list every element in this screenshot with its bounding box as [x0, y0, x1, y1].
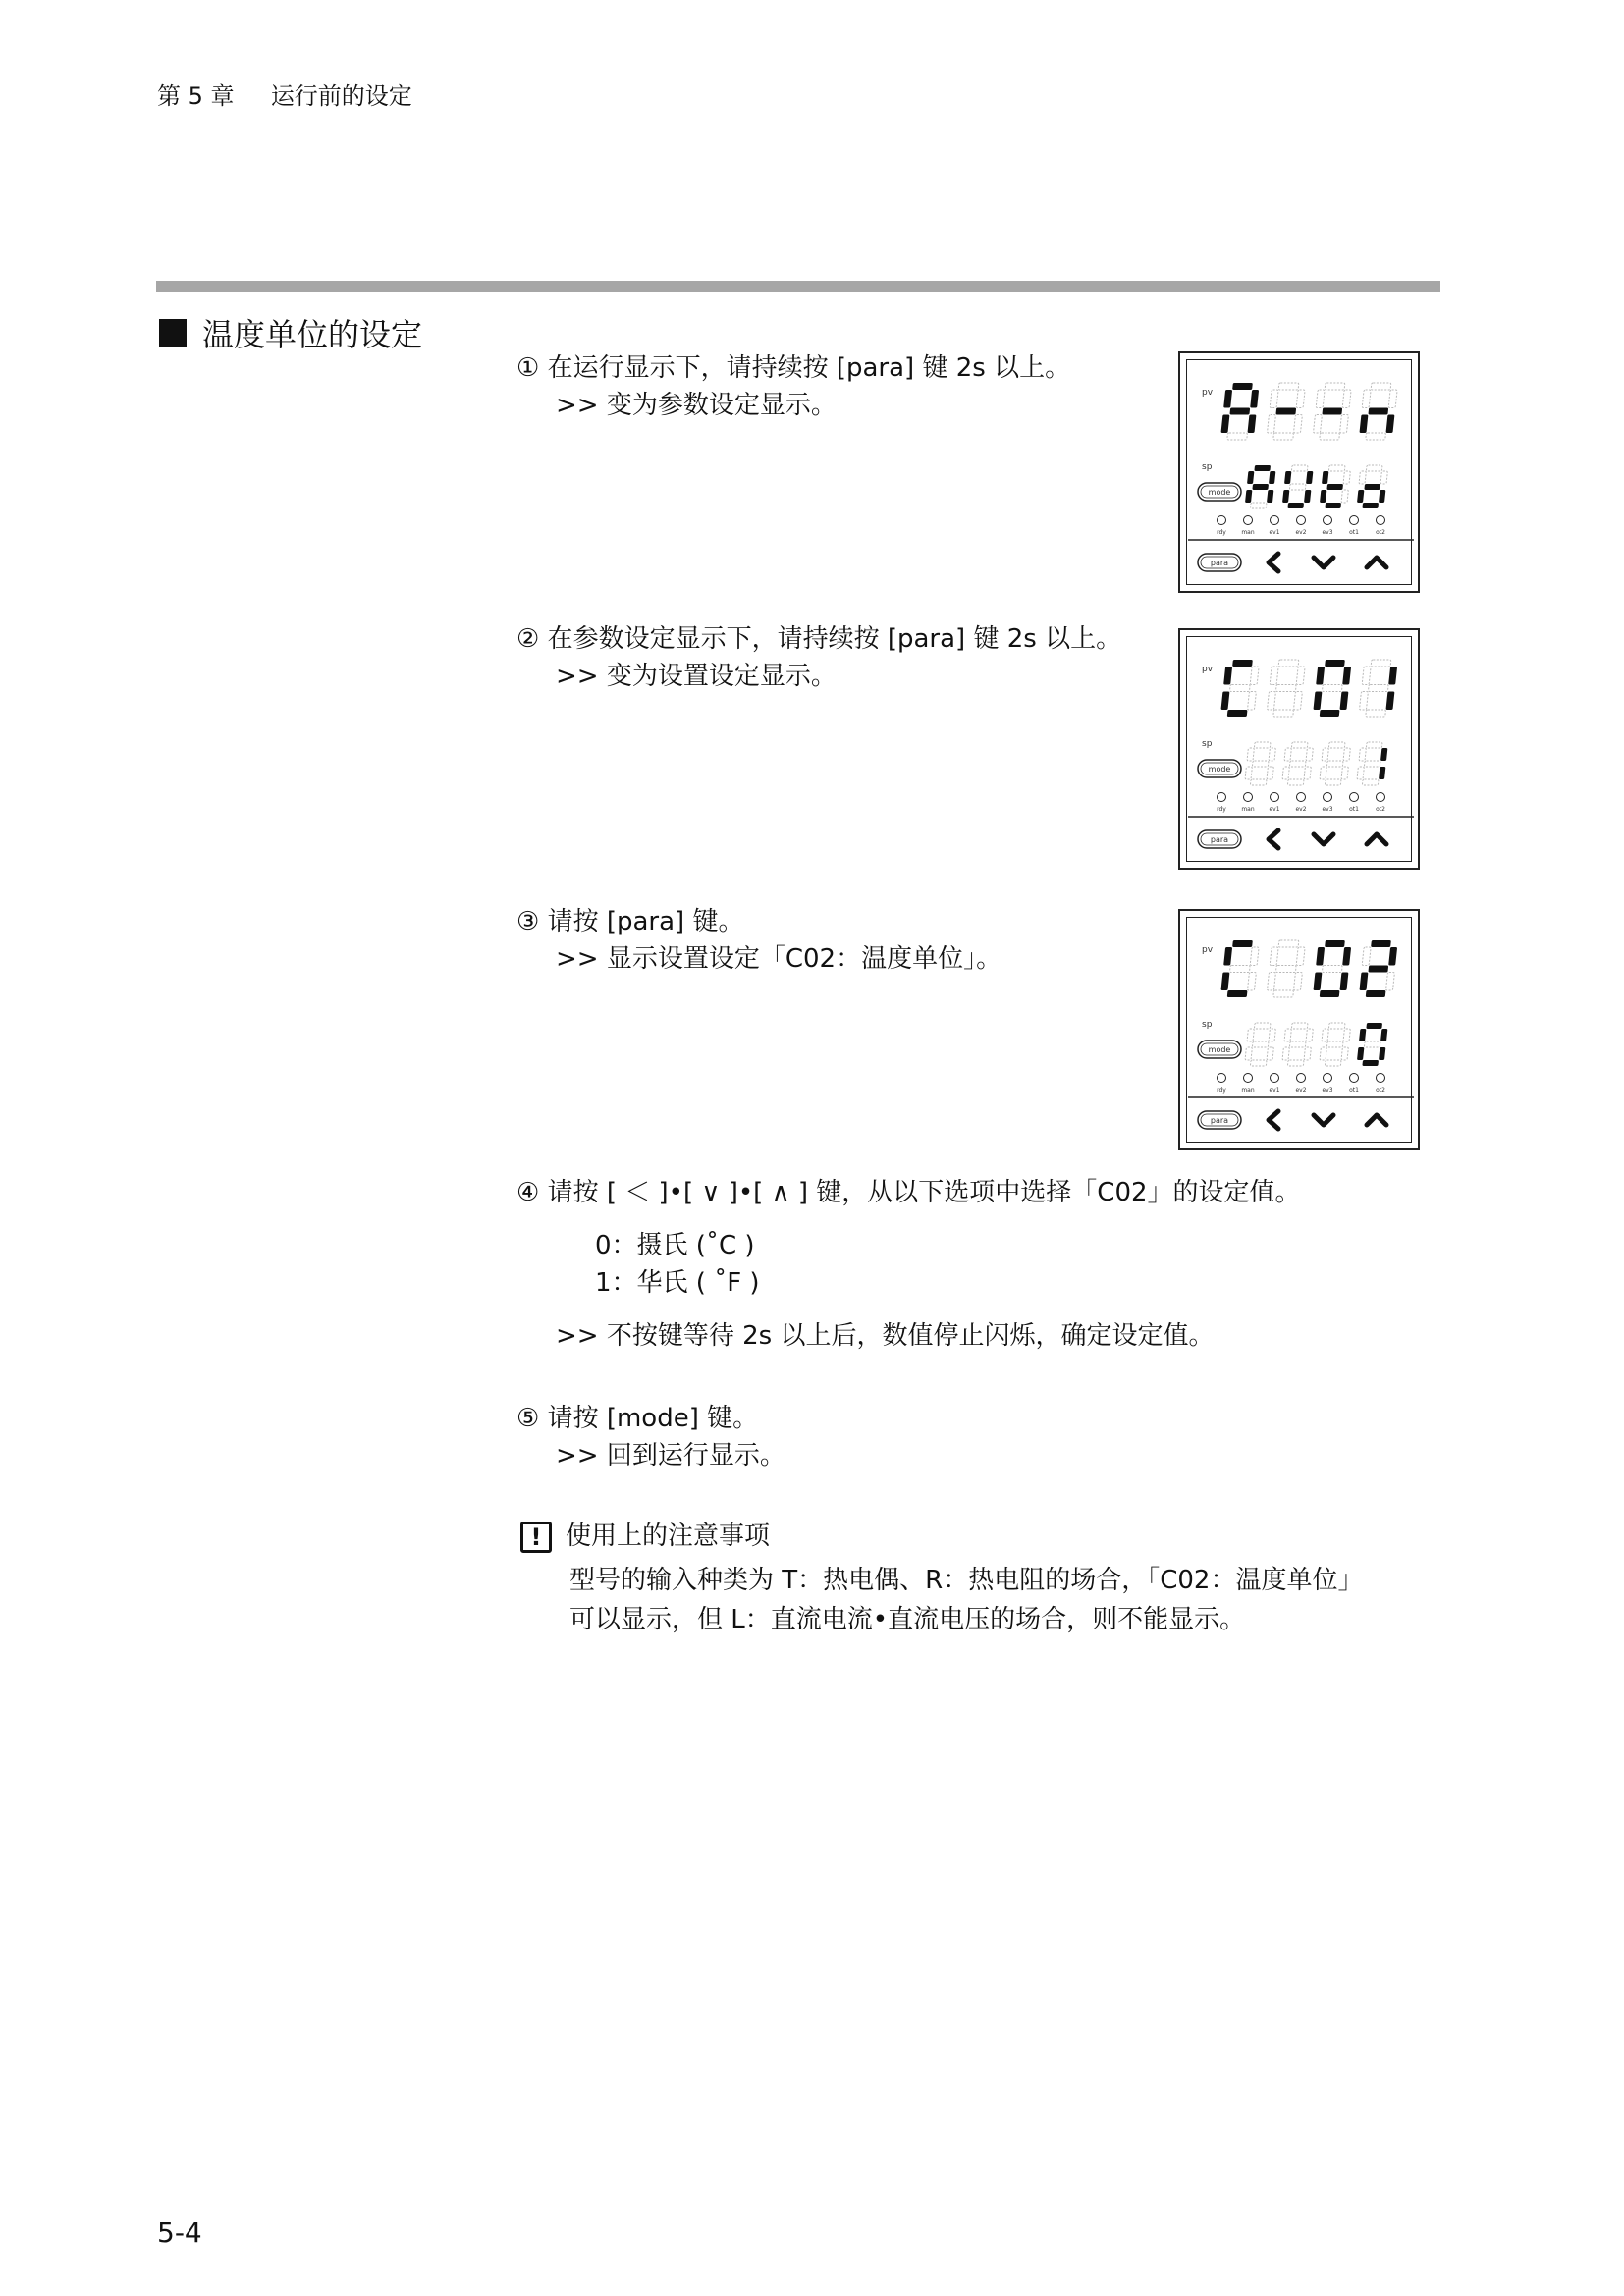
- usage-note: [520, 1518, 1363, 1639]
- up-arrow-key-icon[interactable]: [1367, 834, 1386, 844]
- seven-segment-digit: [1319, 1023, 1351, 1066]
- para-button-label: para: [1210, 1116, 1229, 1125]
- step-3-instruction: ③ 请按 [para] 键。: [516, 907, 744, 936]
- seven-segment-digit: [1359, 940, 1398, 997]
- indicator-led: [1377, 793, 1385, 802]
- indicator-led-label: ot1: [1349, 529, 1359, 536]
- sp-label: sp: [1202, 1020, 1213, 1030]
- up-arrow-key-icon[interactable]: [1367, 1115, 1386, 1125]
- down-arrow-key-icon[interactable]: [1314, 558, 1333, 567]
- controller-display: [1180, 630, 1422, 872]
- indicator-led: [1377, 516, 1385, 525]
- step-2: [516, 620, 1121, 695]
- option-celsius: 0：摄氏 (˚C ): [595, 1231, 755, 1260]
- pv-label: pv: [1202, 665, 1214, 674]
- page-number: 5-4: [157, 2216, 202, 2249]
- seven-segment-digit: [1281, 1023, 1314, 1066]
- section-divider: [156, 281, 1440, 292]
- step-5-result: >> 回到运行显示。: [556, 1441, 785, 1470]
- seven-segment-digit: [1313, 940, 1352, 997]
- indicator-led: [1218, 1074, 1226, 1083]
- down-arrow-key-icon[interactable]: [1314, 834, 1333, 844]
- indicator-led: [1271, 516, 1279, 525]
- step-4-instruction: ④ 请按 [ ＜ ]•[ ∨ ]•[ ∧ ] 键，从以下选项中选择「C02」的设定值。: [516, 1178, 1301, 1207]
- seven-segment-digit: [1281, 465, 1314, 508]
- seven-segment-digit: [1267, 940, 1306, 997]
- indicator-led-label: man: [1241, 806, 1255, 813]
- chapter-title: 运行前的设定: [270, 82, 412, 110]
- indicator-led-label: ev1: [1269, 529, 1280, 536]
- indicator-led-label: rdy: [1217, 806, 1226, 813]
- indicator-led-label: ev3: [1322, 806, 1333, 813]
- seven-segment-digit: [1281, 742, 1314, 785]
- step-5: [516, 1400, 785, 1474]
- pv-label: pv: [1202, 388, 1214, 398]
- indicator-led: [1271, 793, 1279, 802]
- option-fahrenheit: 1：华氏 ( ˚F ): [595, 1268, 760, 1298]
- controller-panel-1: [1178, 351, 1420, 593]
- para-button-label: para: [1210, 559, 1229, 567]
- down-arrow-key-icon[interactable]: [1314, 1115, 1333, 1125]
- step-3-result: >> 显示设置设定「C02：温度单位」。: [556, 944, 1002, 974]
- indicator-led: [1218, 516, 1226, 525]
- indicator-led-label: ot2: [1376, 806, 1385, 813]
- controller-display: [1180, 353, 1422, 595]
- indicator-led: [1377, 1074, 1385, 1083]
- indicator-led: [1244, 1074, 1253, 1083]
- up-arrow-key-icon[interactable]: [1367, 558, 1386, 567]
- controller-panel-3: [1178, 909, 1420, 1150]
- indicator-led-label: ev1: [1269, 1087, 1280, 1094]
- section-title: [159, 310, 422, 355]
- indicator-led: [1350, 793, 1359, 802]
- seven-segment-digit: [1244, 742, 1276, 785]
- seven-segment-digit: [1319, 742, 1351, 785]
- step-4-result: >> 不按键等待 2s 以上后，数值停止闪烁，确定设定值。: [556, 1321, 1215, 1351]
- indicator-led: [1350, 516, 1359, 525]
- note-header: [520, 1518, 1363, 1555]
- seven-segment-digit: [1313, 660, 1352, 717]
- mode-button-label: mode: [1208, 1045, 1231, 1054]
- indicator-led-label: ot2: [1376, 1087, 1385, 1094]
- left-arrow-key-icon[interactable]: [1269, 1111, 1278, 1129]
- step-1-instruction: ① 在运行显示下，请持续按 [para] 键 2s 以上。: [516, 353, 1071, 383]
- indicator-led-label: ev2: [1295, 1087, 1307, 1094]
- seven-segment-digit: [1267, 660, 1306, 717]
- indicator-led-label: ev2: [1295, 529, 1307, 536]
- mode-button-label: mode: [1208, 765, 1231, 774]
- step-5-instruction: ⑤ 请按 [mode] 键。: [516, 1404, 759, 1433]
- indicator-led: [1324, 793, 1332, 802]
- indicator-led-label: ev3: [1322, 529, 1333, 536]
- indicator-led: [1271, 1074, 1279, 1083]
- sp-label: sp: [1202, 462, 1213, 472]
- note-line-2: 可以显示，但 L：直流电流•直流电压的场合，则不能显示。: [569, 1605, 1246, 1634]
- indicator-led-label: ot1: [1349, 806, 1359, 813]
- step-2-instruction: ② 在参数设定显示下，请持续按 [para] 键 2s 以上。: [516, 624, 1122, 654]
- note-title: 使用上的注意事项: [566, 1522, 771, 1551]
- pv-label: pv: [1202, 945, 1214, 955]
- section-title-text: 温度单位的设定: [202, 316, 423, 353]
- seven-segment-digit: [1359, 383, 1398, 440]
- left-arrow-key-icon[interactable]: [1269, 830, 1278, 848]
- note-line-1: 型号的输入种类为 T：热电偶、R：热电阻的场合，「C02：温度单位」: [569, 1566, 1364, 1595]
- seven-segment-digit: [1356, 1023, 1388, 1066]
- seven-segment-digit: [1359, 660, 1398, 717]
- seven-segment-digit: [1220, 660, 1260, 717]
- indicator-led: [1297, 1074, 1306, 1083]
- step-1-result: >> 变为参数设定显示。: [556, 391, 837, 420]
- step-3: [516, 903, 1001, 978]
- indicator-led-label: rdy: [1217, 529, 1226, 536]
- seven-segment-digit: [1313, 383, 1352, 440]
- indicator-led-label: ev3: [1322, 1087, 1333, 1094]
- seven-segment-digit: [1244, 465, 1276, 508]
- step-2-result: >> 变为设置设定显示。: [556, 662, 837, 691]
- sp-label: sp: [1202, 739, 1213, 749]
- indicator-led: [1218, 793, 1226, 802]
- indicator-led-label: man: [1241, 529, 1255, 536]
- controller-display: [1180, 911, 1422, 1152]
- indicator-led: [1350, 1074, 1359, 1083]
- controller-panel-2: [1178, 628, 1420, 870]
- seven-segment-digit: [1356, 742, 1388, 785]
- indicator-led: [1297, 793, 1306, 802]
- seven-segment-digit: [1220, 383, 1260, 440]
- indicator-led-label: man: [1241, 1087, 1255, 1094]
- indicator-led-label: ev1: [1269, 806, 1280, 813]
- indicator-led-label: ot2: [1376, 529, 1385, 536]
- seven-segment-digit: [1267, 383, 1306, 440]
- para-button-label: para: [1210, 835, 1229, 844]
- left-arrow-key-icon[interactable]: [1269, 554, 1278, 571]
- indicator-led: [1297, 516, 1306, 525]
- step-1: [516, 349, 1070, 424]
- mode-button-label: mode: [1208, 488, 1231, 497]
- square-bullet-icon: [159, 319, 187, 347]
- seven-segment-digit: [1319, 465, 1351, 508]
- indicator-led: [1244, 516, 1253, 525]
- indicator-led-label: ot1: [1349, 1087, 1359, 1094]
- step-4: [516, 1174, 1301, 1355]
- page-header: [157, 77, 412, 111]
- seven-segment-digit: [1244, 1023, 1276, 1066]
- seven-segment-digit: [1356, 465, 1388, 508]
- exclamation-icon: !: [520, 1522, 552, 1553]
- chapter-number: 第 5 章: [157, 82, 235, 110]
- indicator-led: [1244, 793, 1253, 802]
- indicator-led-label: rdy: [1217, 1087, 1226, 1094]
- seven-segment-digit: [1220, 940, 1260, 997]
- indicator-led: [1324, 516, 1332, 525]
- indicator-led-label: ev2: [1295, 806, 1307, 813]
- indicator-led: [1324, 1074, 1332, 1083]
